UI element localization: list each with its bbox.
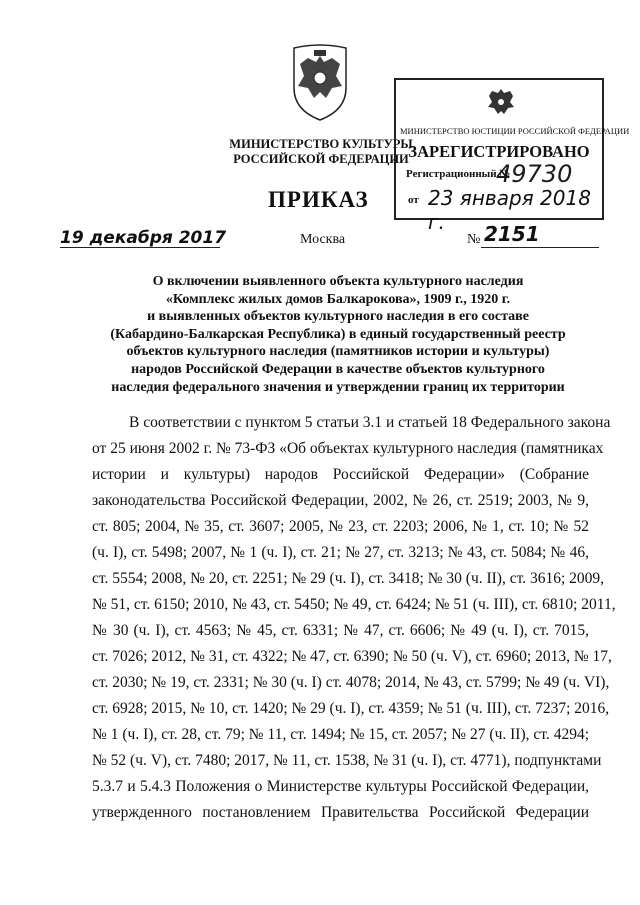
stamp-date-value: 23 января 2018 г. <box>428 186 591 234</box>
stamp-reg-number-value: 49730 <box>496 160 573 188</box>
body-line: № 52 (ч. V), ст. 7480; 2017, № 11, ст. 1538, № 31 (ч. I), ст. 4771), подпунктами <box>92 752 602 769</box>
body-line: № 1 (ч. I), ст. 28, ст. 79; № 11, ст. 1494; № 15, ст. 2057; № 27 (ч. II), ст. 4294; <box>92 726 589 743</box>
order-date: 19 декабря 2017 <box>60 228 227 248</box>
body-line: истории и культуры) народов Российской Федерации» (Собрание <box>92 466 589 483</box>
number-sign: № <box>467 232 481 247</box>
date-underline <box>60 247 220 248</box>
stamp-reg-number-label: Регистрационный № <box>406 168 511 180</box>
order-title <box>80 273 596 396</box>
document-type: ПРИКАЗ <box>268 187 369 212</box>
body-line: утвержденного постановлением Правительства Российской Федерации <box>92 804 589 821</box>
body-line: ст. 805; 2004, № 35, ст. 3607; 2005, № 23, ст. 2203; 2006, № 1, ст. 10; № 52 <box>92 518 589 535</box>
title-line: и выявленных объектов культурного наследия в его составе <box>147 309 529 325</box>
title-line: (Кабардино-Балкарская Республика) в единый государственный реестр <box>110 326 566 342</box>
order-body <box>92 410 616 826</box>
stamp-registered-label: ЗАРЕГИСТРИРОВАНО <box>408 142 590 161</box>
ministry-line-1: МИНИСТЕРСТВО КУЛЬТУРЫ <box>229 137 413 151</box>
body-line: от 25 июня 2002 г. № 73-ФЗ «Об объектах культурного наследия (памятниках <box>92 440 604 457</box>
title-line: наследия федерального значения и утверждении границ их территории <box>111 379 565 395</box>
body-line: В соответствии с пунктом 5 статьи 3.1 и статьей 18 Федерального закона <box>129 414 611 431</box>
body-line: № 30 (ч. I), ст. 4563; № 45, ст. 6331; № 47, ст. 6606; № 49 (ч. I), ст. 7015, <box>92 622 589 639</box>
title-line: О включении выявленного объекта культурного наследия <box>152 274 524 289</box>
body-line: № 51, ст. 6150; 2010, № 43, ст. 5450; № 49, ст. 6424; № 51 (ч. III), ст. 6810; 2011, <box>92 596 616 613</box>
stamp-from-label: от <box>408 194 419 206</box>
title-line: «Комплекс жилых домов Балкарокова», 1909 г., 1920 г. <box>165 291 511 307</box>
body-line: ст. 7026; 2012, № 31, ст. 4322; № 47, ст. 6390; № 50 (ч. V), ст. 6960; 2013, № 17, <box>92 648 612 665</box>
ministry-name <box>222 137 420 167</box>
title-line: народов Российской Федерации в качестве объектов культурного <box>131 361 545 377</box>
title-line: объектов культурного наследия (памятников истории и культуры) <box>126 344 550 360</box>
body-line: ст. 5554; 2008, № 20, ст. 2251; № 29 (ч. I), ст. 3418; № 30 (ч. II), ст. 3616; 2009, <box>92 570 605 587</box>
body-line: (ч. I), ст. 5498; 2007, № 1 (ч. I), ст. 21; № 27, ст. 3213; № 43, ст. 5084; № 46, <box>92 544 589 561</box>
body-line: 5.3.7 и 5.4.3 Положения о Министерстве культуры Российской Федерации, <box>92 778 589 795</box>
number-underline <box>481 247 599 248</box>
stamp-organization: МИНИСТЕРСТВО ЮСТИЦИИ РОССИЙСКОЙ ФЕДЕРАЦИИ <box>400 126 630 136</box>
city: Москва <box>300 232 346 247</box>
ministry-line-2: РОССИЙСКОЙ ФЕДЕРАЦИИ <box>233 152 409 166</box>
coat-of-arms-emblem <box>286 42 354 122</box>
order-number: 2151 <box>484 222 540 246</box>
body-line: ст. 6928; 2015, № 10, ст. 1420; № 29 (ч. I), ст. 4359; № 51 (ч. III), ст. 7237; 2016, <box>92 700 610 717</box>
stamp-emblem-icon <box>486 86 516 120</box>
body-line: законодательства Российской Федерации, 2002, № 26, ст. 2519; 2003, № 9, <box>92 492 589 509</box>
body-line: ст. 2030; № 19, ст. 2331; № 30 (ч. I) ст. 4078; 2014, № 43, ст. 5799; № 49 (ч. VI), <box>92 674 610 691</box>
